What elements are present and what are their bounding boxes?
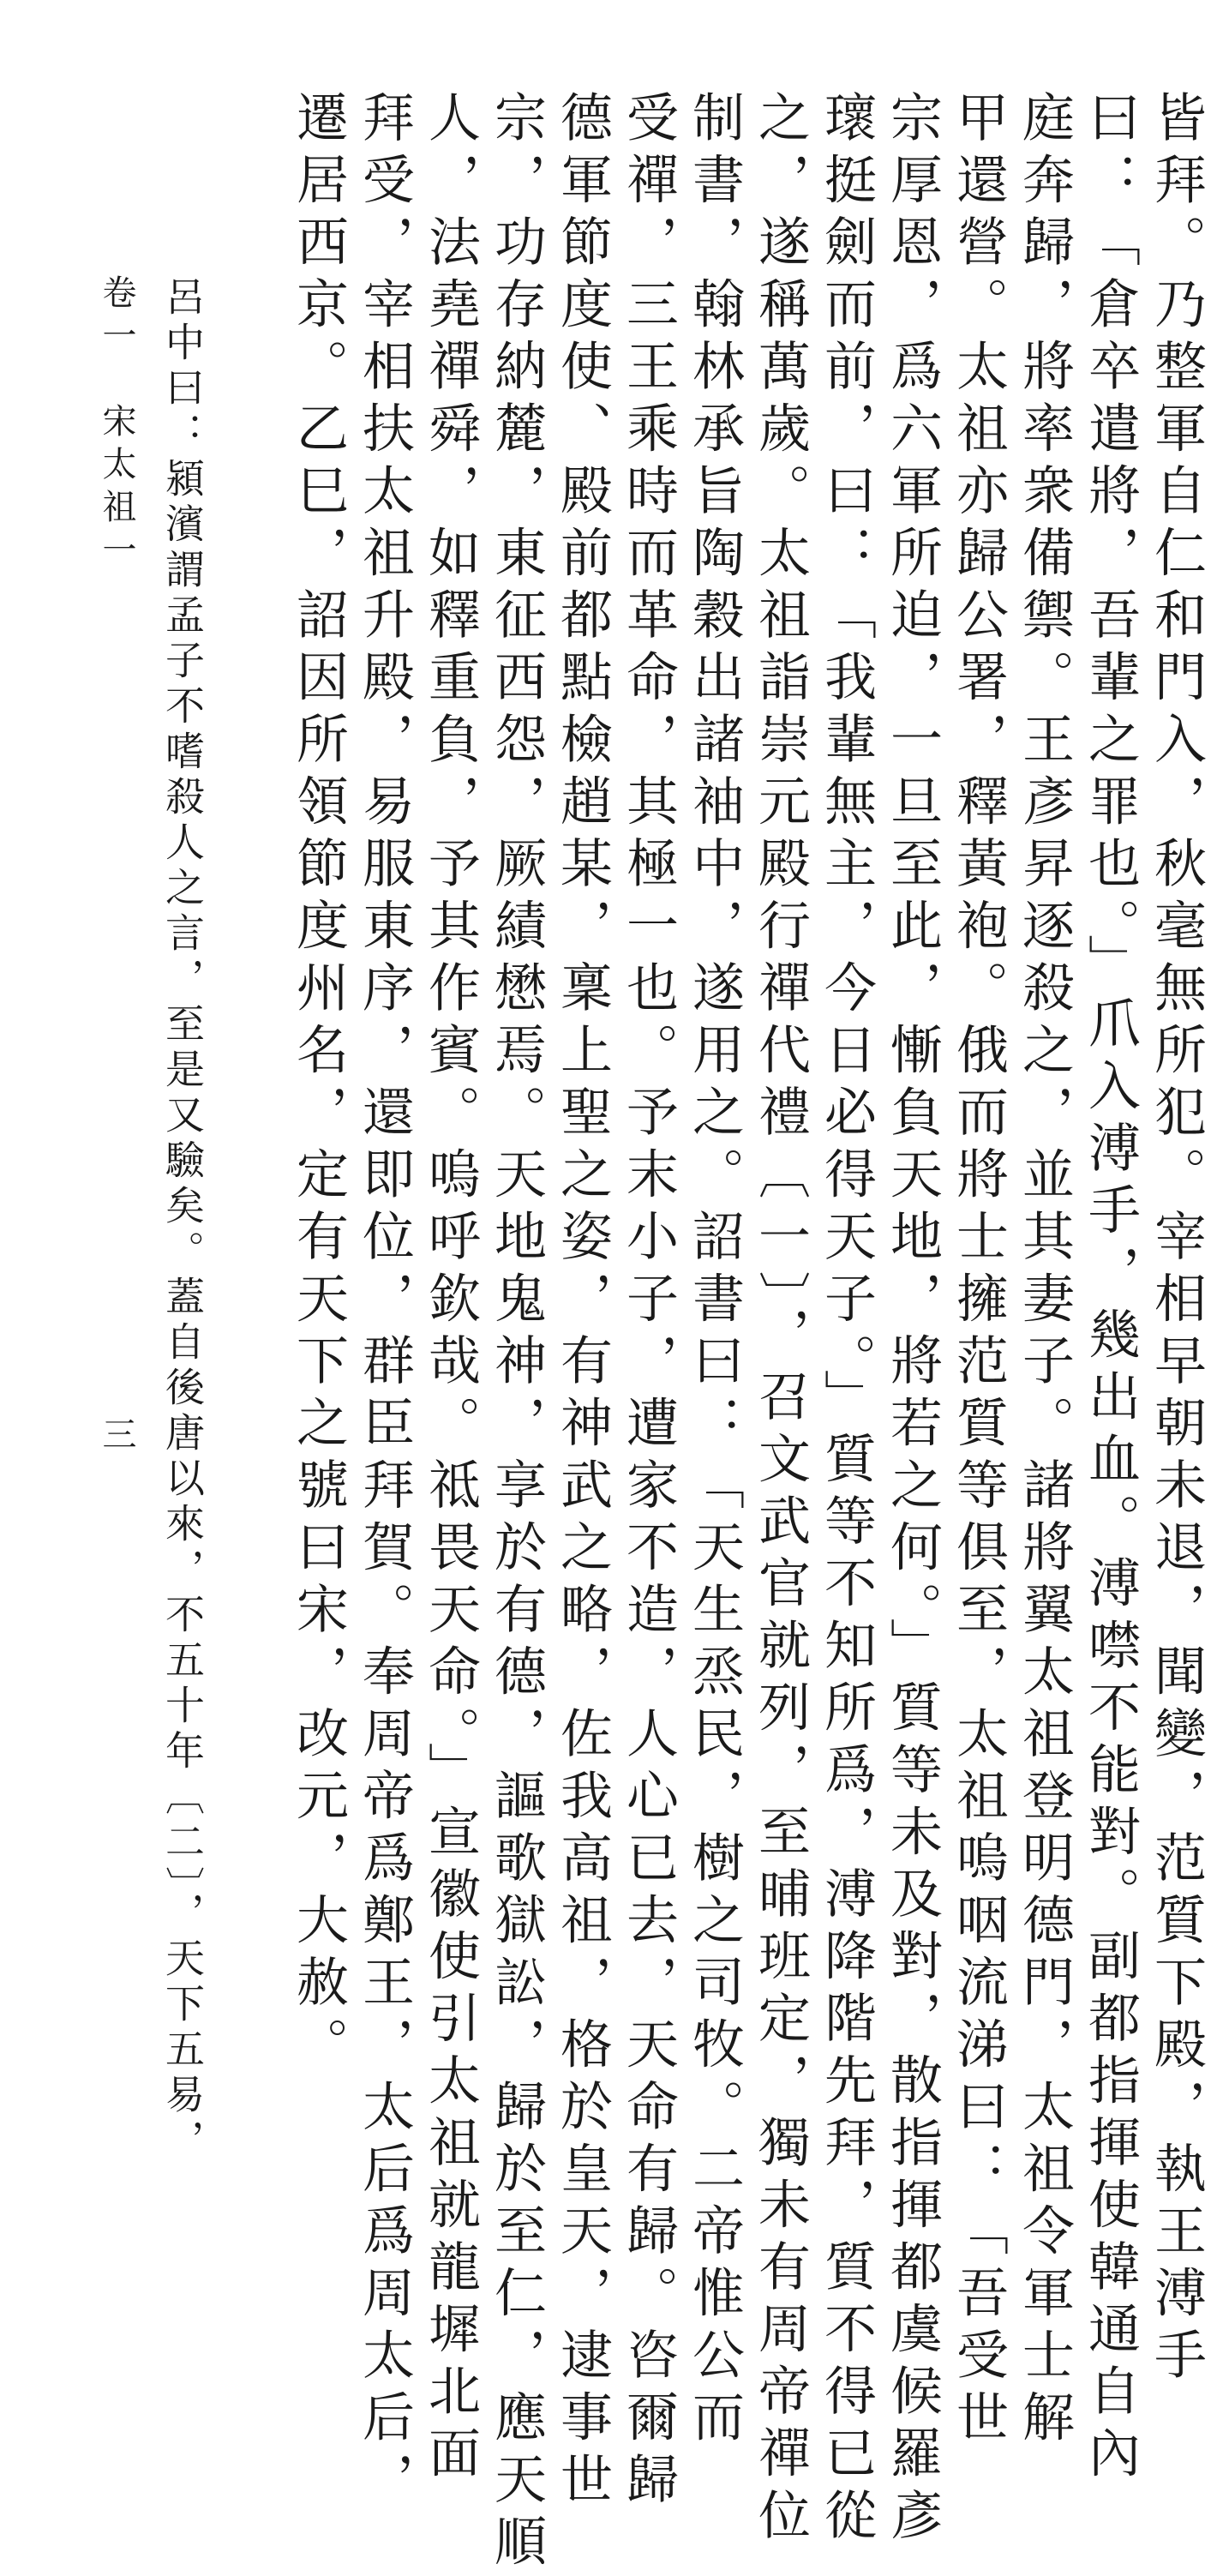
page-number: 三 [97, 1416, 136, 1450]
text-column-2: 曰：「倉卒遣將，吾輩之罪也。」爪入溥手，幾出血。溥噤不能對。副都指揮使韓通自內 [1080, 90, 1141, 2488]
text-column-4: 甲還營。太祖亦歸公署，釋黃袍。俄而將士擁范質等俱至，太祖嗚咽流涕曰：「吾受世 [948, 90, 1009, 2452]
text-column-1: 皆拜。乃整軍自仁和門入，秋毫無所犯。宰相早朝未退，聞變，范質下殿，執王溥手 [1146, 90, 1207, 2390]
text-column-9: 受禪，三王乘時而革命，其極一也。予末小子，遭家不造，人心已去，天命有歸。咨爾歸 [618, 90, 679, 2514]
text-column-3: 庭奔歸，將率衆備禦。王彥昇逐殺之，並其妻子。諸將翼太祖登明德門，太祖令軍士解 [1014, 90, 1075, 2452]
text-column-7: 之，遂稱萬歲。太祖詣崇元殿行禪代禮〔一〕，召文武官就列，至晡班定，獨未有周帝禪位 [750, 90, 811, 2550]
text-column-8: 制書，翰林承旨陶穀出諸袖中，遂用之。詔書曰：「天生烝民，樹之司牧。二帝惟公而 [684, 90, 745, 2452]
text-column-5: 宗厚恩，爲六軍所迫，一旦至此，慚負天地，將若之何。」質等未及對，散指揮都虞候羅彥 [882, 90, 943, 2550]
text-column-12: 人，法堯禪舜，如釋重負，予其作賓。嗚呼欽哉。祗畏天命。」宣徽使引太祖就龍墀北面 [420, 90, 481, 2488]
text-column-11: 宗，功存納麓，東征西怨，厥績懋焉。天地鬼神，享於有德，謳歌獄訟，歸於至仁，應天順 [486, 90, 547, 2576]
text-column-10: 德軍節度使、殿前都點檢趙某，稟上聖之姿，有神武之略，佐我高祖，格於皇天，逮事世 [552, 90, 613, 2514]
text-column-13: 拜受，宰相扶太祖升殿，易服東序，還即位，群臣拜賀。奉周帝爲鄭王，太后爲周太后， [354, 90, 415, 2514]
commentary-note: 呂中曰：潁濱謂孟子不嗜殺人之言，至是又驗矣。蓋自後唐以來，不五十年〔二〕，天下五易， [159, 276, 206, 2165]
text-column-6: 瓌挺劍而前，曰：「我輩無主，今日必得天子。」質等不知所爲，溥降階先拜，質不得已從 [816, 90, 877, 2550]
running-head: 卷一 宋太祖一 [97, 274, 136, 574]
text-column-14: 遷居西京。乙巳，詔因所領節度州名，定有天下之號曰宋，改元，大赦。 [288, 90, 349, 2079]
